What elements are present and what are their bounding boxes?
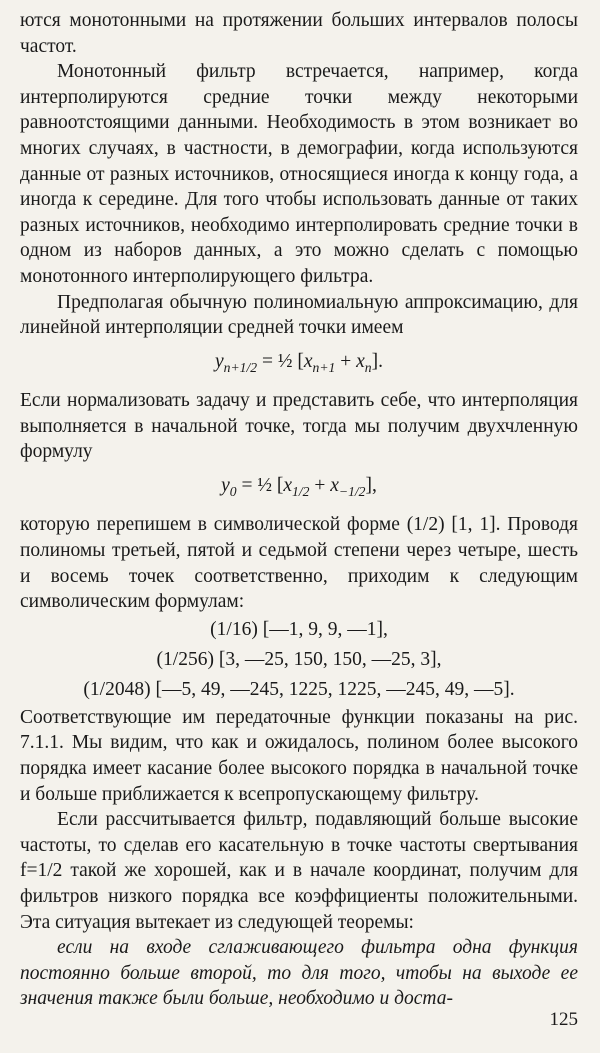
paragraph-approximation: Предполагая обычную полиномиальную аппроксимацию, для линейной интерполяции средней точки имеем [20, 291, 578, 339]
symbolic-formula-septic: (1/2048) [—5, 49, —245, 1225, 1225, —245, 49, —5]. [83, 678, 515, 700]
theorem-statement: если на входе сглаживающего фильтра одна функция постоянно больше второй, то для того, чтобы на выходе ее значения также были больше, необходимо и доста- [20, 937, 578, 1010]
paragraph-monotone-filter: Монотонный фильтр встречается, например, когда интерполируются средние точки между некоторыми равноотстоящими данными. Необходимость в этом возникает во многих случаях, в частности, в демографии, когда используются данные от разных источников, относящиеся иногда к концу года, а иногда к середине. Для того чтобы использовать данные от таких разных источников, необходимо интерполировать средние точки в одном из наборов данных, а это можно сделать с помощью монотонного интерполирующего фильтра. [20, 61, 578, 287]
formula-subscript: 0 [229, 483, 237, 499]
formula-operator: + [309, 474, 331, 496]
paragraph-normalize: Если нормализовать задачу и представить себе, что интерполяция выполняется в начальной точке, тогда мы получим двухчленную формулу [20, 390, 578, 463]
formula-operator: = ½ [ [257, 350, 304, 372]
formula-subscript: n+1 [312, 359, 336, 375]
formula-term: y [221, 474, 230, 496]
symbolic-formula-quintic: (1/256) [3, —25, 150, 150, —25, 3], [156, 648, 442, 670]
formula-operator: = ½ [ [236, 474, 284, 496]
paragraph-high-frequency: Если рассчитывается фильтр, подавляющий больше высокие частоты, то сделав его касательную в точке частоты свертывания f=1/2 такой же хорошей, как и в начале координат, получим для фильтров низкого порядка все коэффициенты положительными. Эта ситуация вытекает из следующей теоремы: [20, 809, 578, 933]
formula-term: x [303, 350, 313, 372]
formula-term: x [283, 474, 293, 496]
formula-linear-interpolation [20, 349, 578, 380]
formula-term: y [215, 350, 224, 372]
paragraph-continuation: ются монотонными на протяжении больших интервалов полосы частот. [20, 10, 578, 57]
formula-subscript: 1/2 [292, 483, 310, 499]
formula-term: x [356, 350, 365, 372]
formula-subscript: −1/2 [338, 483, 366, 499]
formula-subscript: n+1/2 [223, 359, 258, 375]
formula-operator: + [335, 350, 357, 372]
formula-operator: ]. [371, 350, 383, 372]
formula-term: x [330, 474, 339, 496]
paragraph-symbolic-form: которую перепишем в символической форме (1/2) [1, 1]. Проводя полиномы третьей, пятой и седьмой степени через четыре, шесть и восемь точек соответственно, приходим к следующим символическим формулам: [20, 514, 578, 613]
paragraph-transfer-functions: Соответствующие им передаточные функции показаны на рис. 7.1.1. Мы видим, что как и ожидалось, полином более высокого порядка имеет касание более высокого порядка в начальной точке и больше приближается к всепропускающему фильтру. [20, 706, 578, 805]
formula-subscript: n [364, 359, 372, 375]
symbolic-formulas [20, 615, 578, 705]
formula-two-term [20, 473, 578, 504]
symbolic-formula-cubic: (1/16) [—1, 9, 9, —1], [210, 618, 388, 640]
formula-operator: ], [365, 474, 377, 496]
page-number: 125 [549, 1009, 578, 1030]
